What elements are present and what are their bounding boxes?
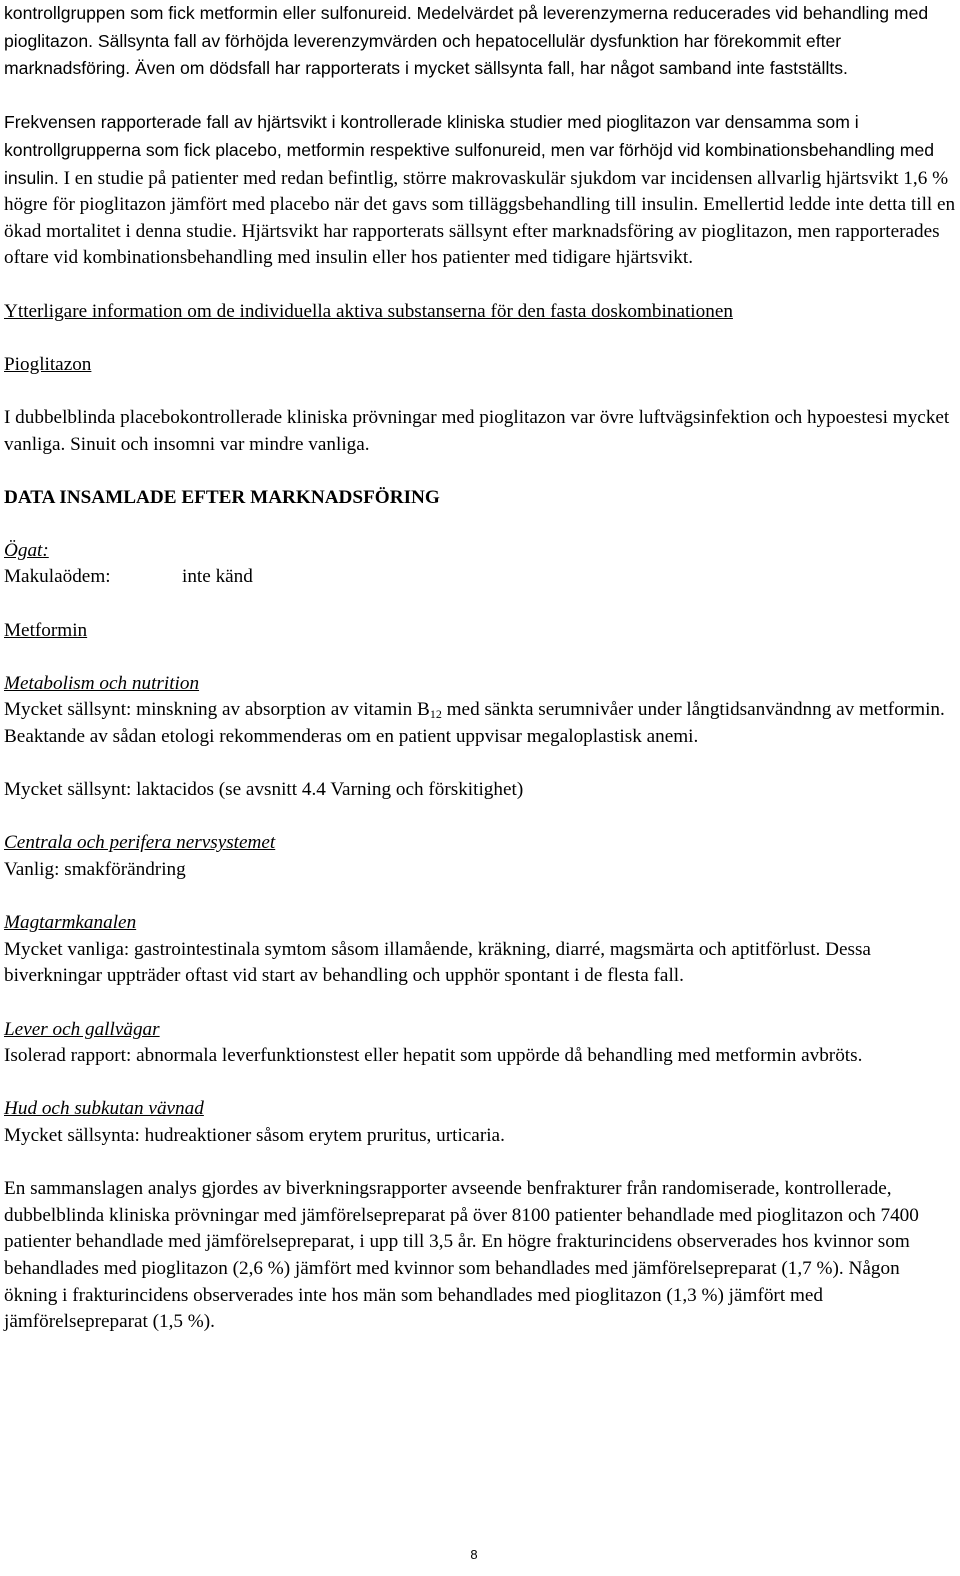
heading-gastrointestinal: Magtarmkanalen (4, 912, 137, 934)
paragraph-heart-failure-part1: Frekvensen rapporterade fall av hjärtsvikt i kontrollerade kliniska studier med pioglitazon var densamma som i kontrollgrupperna som fick placebo, metformin respektive sulfonureid, men var förhöjd vid kombinationsbehandling med insulin. (4, 112, 935, 188)
heading-skin: Hud och subkutan vävnad (4, 1098, 204, 1120)
paragraph-heart-failure-part2: I en studie på patienter med redan befintlig, större makrovaskulär sjukdom var incidensen allvarlig hjärtsvikt 1,6 % högre för pioglitazon jämfört med placebo när det gavs som tilläggsbehandling till insulin. Emellertid ledde inte detta till en ökad mortalitet i denna studie. Hjärtsvikt har rapporterats sällsynt efter marknadsföring av pioglitazon, men rapporterades oftare vid kombinationsbehandling med insulin eller hos patienter med tidigare hjärtsvikt. (4, 167, 956, 269)
paragraph-nervous-system: Vanlig: smakförändring (4, 859, 186, 880)
paragraph-liver-enzymes-part2: Sällsynta fall av förhöjda leverenzymvärden och hepatocellulär dysfunktion har förekommit efter marknadsföring. Även om dödsfall har rapporterats i mycket sällsynta fall, har något samband inte fastställts. (4, 30, 848, 79)
macular-edema-label: Makulaödem: (4, 566, 111, 588)
heading-additional-information: Ytterligare information om de individuella aktiva substanserna för den fasta doskombinationen (4, 300, 733, 322)
paragraph-heart-failure (4, 109, 956, 272)
heading-nervous-system: Centrala och perifera nervsystemet (4, 832, 276, 854)
document-page (4, 0, 956, 1336)
paragraph-metabolism (4, 697, 956, 750)
heading-metabolism: Metabolism och nutrition (4, 672, 200, 694)
paragraph-liver-enzymes-part1: kontrollgruppen som fick metformin eller sulfonureid. Medelvärdet på leverenzymerna reducerades vid behandling med pioglitazon. (4, 3, 929, 51)
heading-liver: Lever och gallvägar (4, 1018, 160, 1040)
heading-metformin: Metformin (4, 619, 88, 641)
paragraph-liver-enzymes (4, 0, 956, 83)
metabolism-text-end: med sänkta serumnivåer under långtidsanvändnng av metformin. Beaktande av sådan etologi rekommenderas om en patient uppvisar megaloplastisk anemi. (4, 699, 945, 748)
heading-postmarketing-data: DATA INSAMLADE EFTER MARKNADSFÖRING (4, 486, 440, 508)
paragraph-liver: Isolerad rapport: abnormala leverfunktionstest eller hepatit som uppörde då behandling med metformin avbröts. (4, 1045, 863, 1067)
vitamin-b12-subscript: 12 (429, 707, 442, 722)
heading-pioglitazon: Pioglitazon (4, 353, 92, 375)
paragraph-fractures: En sammanslagen analys gjordes av biverkningsrapporter avseende benfrakturer från randomiserade, kontrollerade, dubbelblinda kliniska prövningar med jämförelsepreparat på över 8100 patienter behandlade med pioglitazon och 7400 patienter behandlade med jämförelsepreparat, i upp till 3,5 år. En högre frakturincidens observerades hos kvinnor som behandlades med pioglitazon (2,6 %) jämfört med kvinnor som behandlades med jämförelsepreparat (1,7 %). Någon ökning i frakturincidens observerades inte hos män som behandlades med pioglitazon (1,3 %) jämfört med jämförelsepreparat (1,5 %). (4, 1178, 919, 1333)
heading-eye: Ögat: (4, 539, 49, 561)
paragraph-gastrointestinal: Mycket vanliga: gastrointestinala symtom såsom illamående, kräkning, diarré, magsmärta och aptitförlust. Dessa biverkningar uppträder oftast vid start av behandling och upphör spontant i de flesta fall. (4, 938, 871, 987)
row-macular-edema (4, 564, 956, 591)
paragraph-lactic-acidosis: Mycket sällsynt: laktacidos (se avsnitt 4.4 Varning och förskitighet) (4, 779, 524, 801)
page-number: 8 (470, 1547, 478, 1562)
metabolism-text-start: Mycket sällsynt: minskning av absorption av vitamin B (4, 699, 430, 721)
macular-edema-value: inte känd (182, 566, 253, 588)
paragraph-skin: Mycket sällsynta: hudreaktioner såsom erytem pruritus, urticaria. (4, 1124, 505, 1146)
paragraph-pioglitazon: I dubbelblinda placebokontrollerade kliniska prövningar med pioglitazon var övre luftvägsinfektion och hypoestesi mycket vanliga. Sinuit och insomni var mindre vanliga. (4, 406, 950, 455)
